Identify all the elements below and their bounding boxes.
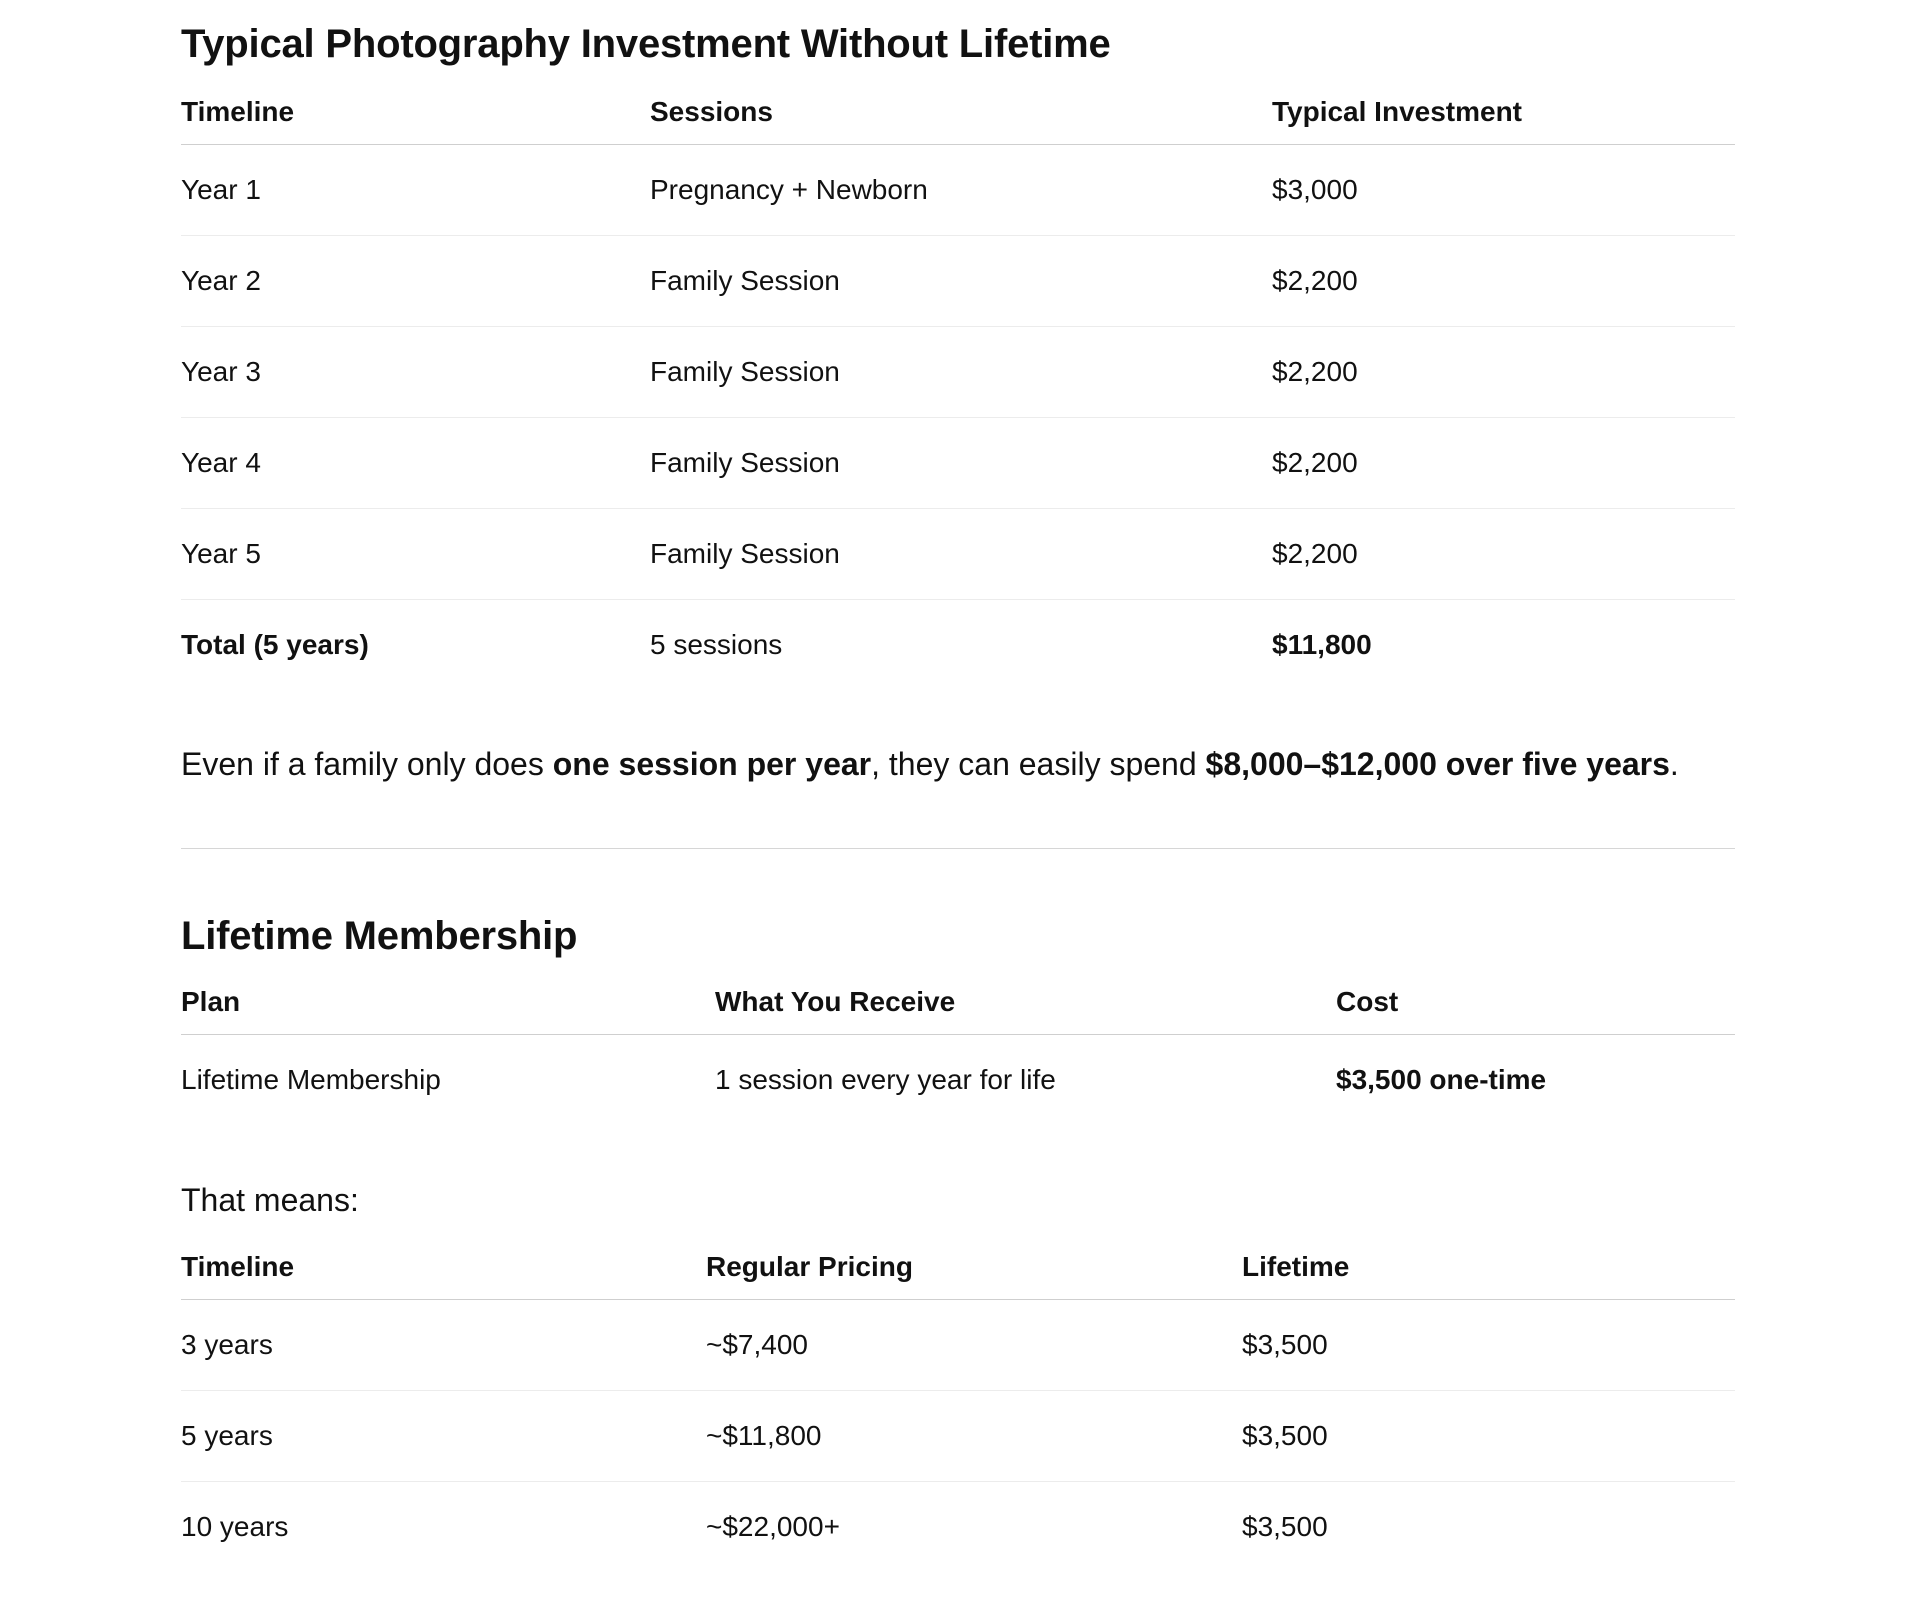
table-row xyxy=(181,1035,1735,1125)
table-row xyxy=(181,1482,1735,1572)
cell-timeline: 5 years xyxy=(181,1420,273,1451)
cell-investment: $2,200 xyxy=(1272,538,1358,569)
cell-investment: $3,000 xyxy=(1272,174,1358,205)
summary-paragraph xyxy=(181,740,1679,788)
table-row xyxy=(181,1391,1735,1482)
paragraph-emphasis: one session per year xyxy=(552,746,872,782)
table-row xyxy=(181,418,1735,509)
paragraph-emphasis: $8,000–$12,000 over five years xyxy=(1205,746,1670,782)
cell-regular-pricing: ~$7,400 xyxy=(706,1329,808,1360)
cell-timeline: Year 5 xyxy=(181,538,261,569)
cell-lifetime: $3,500 xyxy=(1242,1329,1328,1360)
cell-total-label: Total (5 years) xyxy=(181,629,369,660)
cell-investment: $2,200 xyxy=(1272,356,1358,387)
cell-timeline: Year 2 xyxy=(181,265,261,296)
cell-regular-pricing: ~$11,800 xyxy=(706,1420,822,1451)
cell-timeline: Year 3 xyxy=(181,356,261,387)
column-header-lifetime: Lifetime xyxy=(1242,1251,1350,1282)
cell-regular-pricing: ~$22,000+ xyxy=(706,1511,840,1542)
column-header-typical-investment: Typical Investment xyxy=(1272,96,1523,127)
table-row xyxy=(181,327,1735,418)
cell-sessions: Family Session xyxy=(650,447,840,478)
lifetime-membership-table xyxy=(181,976,1735,1125)
cell-investment: $2,200 xyxy=(1272,447,1358,478)
cell-investment: $2,200 xyxy=(1272,265,1358,296)
cell-timeline: Year 1 xyxy=(181,174,261,205)
cell-plan: Lifetime Membership xyxy=(181,1064,441,1095)
cell-sessions: Family Session xyxy=(650,538,840,569)
table-row xyxy=(181,509,1735,600)
cell-timeline: 10 years xyxy=(181,1511,289,1542)
cell-cost: $3,500 one-time xyxy=(1336,1064,1547,1095)
table-header-row xyxy=(181,86,1735,145)
section-title-lifetime-membership: Lifetime Membership xyxy=(181,914,578,958)
cell-lifetime: $3,500 xyxy=(1242,1511,1328,1542)
column-header-cost: Cost xyxy=(1336,986,1399,1017)
cell-total-sessions: 5 sessions xyxy=(650,629,783,660)
cell-timeline: Year 4 xyxy=(181,447,261,478)
typical-investment-table xyxy=(181,86,1735,690)
table-header-row xyxy=(181,976,1735,1035)
section-divider xyxy=(181,848,1735,849)
table-row xyxy=(181,1300,1735,1391)
column-header-plan: Plan xyxy=(181,986,241,1017)
cell-sessions: Pregnancy + Newborn xyxy=(650,174,928,205)
column-header-timeline: Timeline xyxy=(181,1251,295,1282)
comparison-table xyxy=(181,1241,1735,1572)
column-header-sessions: Sessions xyxy=(650,96,773,127)
paragraph-text: , they can easily spend xyxy=(871,746,1206,782)
cell-lifetime: $3,500 xyxy=(1242,1420,1328,1451)
cell-sessions: Family Session xyxy=(650,356,840,387)
paragraph-text: Even if a family only does xyxy=(181,746,553,782)
table-row xyxy=(181,145,1735,236)
column-header-regular-pricing: Regular Pricing xyxy=(706,1251,913,1282)
that-means-label: That means: xyxy=(181,1182,359,1218)
paragraph-text: . xyxy=(1669,746,1679,782)
table-total-row xyxy=(181,600,1735,690)
cell-total-investment: $11,800 xyxy=(1272,629,1372,660)
cell-what-you-receive: 1 session every year for life xyxy=(715,1064,1056,1095)
column-header-timeline: Timeline xyxy=(181,96,295,127)
section-title-typical-investment: Typical Photography Investment Without Lifetime xyxy=(181,22,1111,66)
cell-timeline: 3 years xyxy=(181,1329,273,1360)
table-row xyxy=(181,236,1735,327)
cell-sessions: Family Session xyxy=(650,265,840,296)
table-header-row xyxy=(181,1241,1735,1300)
column-header-what-you-receive: What You Receive xyxy=(715,986,956,1017)
